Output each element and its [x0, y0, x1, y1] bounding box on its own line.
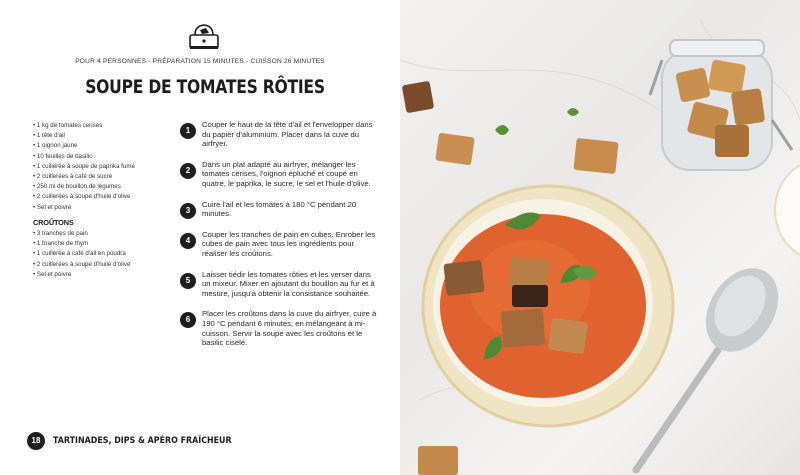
- croutons-list: [33, 229, 173, 280]
- step-3: [180, 200, 380, 219]
- ingredient-item: • 1 kg de tomates cerises: [33, 121, 173, 131]
- step-6: [180, 309, 380, 347]
- step-number: 6: [180, 312, 196, 328]
- steps-list: [180, 120, 380, 348]
- soup-photo-illustration: [400, 0, 800, 475]
- airfryer-icon: [187, 22, 221, 52]
- ingredient-item: • 2 cuillerées à café de sucre: [33, 172, 173, 182]
- step-4: [180, 230, 380, 259]
- ingredient-item: • Sel et poivre: [33, 203, 173, 213]
- ingredient-item: • 1 cuillerée à soupe de paprika fumé: [33, 162, 173, 172]
- page-footer: [27, 432, 256, 450]
- ingredient-item: • 1 tête d'ail: [33, 131, 173, 141]
- crouton-ingredient-item: • 1 cuillerée à café d'ail en poudra: [33, 249, 173, 259]
- step-1: [180, 120, 380, 149]
- crouton: [402, 81, 434, 113]
- step-text: Couper les tranches de pain en cubes. Enrober les cubes de pain avec tous les ingrédients pour réaliser les croûtons.: [202, 229, 376, 258]
- soup-bowl: [423, 186, 673, 426]
- crouton-ingredient-item: • 2 cuillerées à soupe d'huile d'olive: [33, 260, 173, 270]
- step-text: Laisser tiédir les tomates rôties et les verser dans un mixeur. Mixer en ajoutant du bouillon au fur et à mesure, jusqu'à obtenir la consistance souhaitée.: [202, 269, 375, 298]
- recipe-meta: POUR 4 PERSONNES - PRÉPARATION 15 MINUTES - CUISSON 26 MINUTES: [75, 58, 325, 65]
- ingredients-block: [33, 121, 173, 280]
- step-number: 3: [180, 203, 196, 219]
- crouton: [573, 138, 618, 174]
- crouton-ingredient-item: • Sel et poivre: [33, 270, 173, 280]
- soup-photo: [400, 0, 800, 475]
- ingredients-list: [33, 121, 173, 213]
- croutons-heading: CROÛTONS: [33, 217, 74, 227]
- step-number: 5: [180, 273, 196, 289]
- crouton-jar: [650, 40, 792, 170]
- step-number: 4: [180, 233, 196, 249]
- crouton: [435, 133, 475, 166]
- step-number: 1: [180, 123, 196, 139]
- step-text: Cuire l'ail et les tomates à 180 °C pendant 20 minutes.: [202, 199, 357, 219]
- page-number: 18: [27, 432, 45, 450]
- crouton: [418, 446, 458, 475]
- step-2: [180, 160, 380, 189]
- step-text: Placer les croûtons dans la cuve du airfryer, cuire à 190 °C pendant 6 minutes, en mélangeant à mi-cuisson. Servir la soupe avec les croûtons et le basilic ciselé.: [202, 309, 377, 348]
- crouton-ingredient-item: • 1 branche de thym: [33, 239, 173, 249]
- ingredient-item: • 2 cuillerées à soupe d'huile d'olive: [33, 192, 173, 202]
- ingredient-item: • 250 ml de bouillon de légumes: [33, 182, 173, 192]
- section-title: TARTINADES, DIPS & APÉRO FRAÎCHEUR: [53, 436, 232, 446]
- step-text: Couper le haut de la tête d'ail et l'envelopper dans du papier d'aluminium. Placer dans la cuve du airfryer.: [202, 120, 373, 149]
- step-5: [180, 270, 380, 299]
- ingredient-item: • 1 oignon jaune: [33, 141, 173, 151]
- page-title: SOUPE DE TOMATES RÔTIES: [85, 76, 325, 98]
- crouton-ingredient-item: • 3 tranches de pain: [33, 229, 173, 239]
- step-text: Dans un plat adapté au airfryer, mélanger les tomates cerises, l'oignon épluché et coupé en quatre, le paprika, le sucre, le sel et l'huile d'olive.: [202, 159, 371, 188]
- step-number: 2: [180, 163, 196, 179]
- ingredient-item: • 10 feuilles de basilic: [33, 152, 173, 162]
